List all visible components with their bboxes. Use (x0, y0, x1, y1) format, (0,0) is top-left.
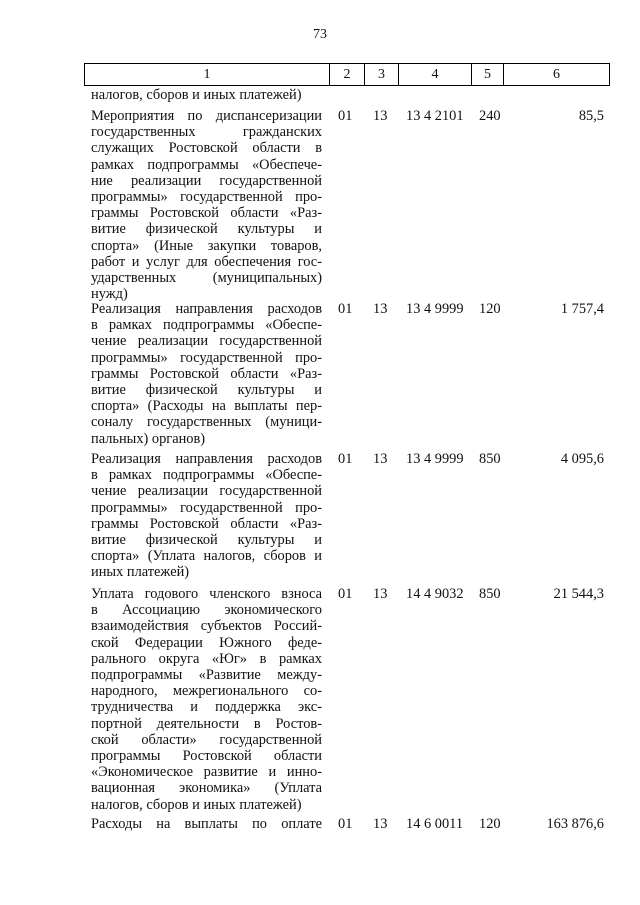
cell-target-article: 13 4 9999 (406, 301, 464, 317)
text-line: в Ассоциацию экономического (91, 602, 322, 619)
text-line: «Экономическое развитие и инно- (91, 764, 322, 781)
text-line: налогов, сборов и иных платежей) (91, 796, 302, 813)
row-description (91, 451, 322, 581)
row-description (91, 816, 322, 832)
header-col-2: 2 (330, 64, 365, 86)
cell-expense-type: 120 (479, 816, 501, 832)
text-line: ударственных (муниципальных) (91, 270, 322, 287)
text-line: спорта» (Расходы на выплаты пер- (91, 398, 322, 415)
cell-subsection: 13 (373, 301, 388, 317)
row-description (91, 586, 322, 813)
text-line: вационная экономика» (Уплата (91, 780, 322, 797)
text-line: ской области» государственной (91, 731, 322, 748)
cell-section: 01 (338, 301, 353, 317)
cell-amount: 21 544,3 (553, 586, 604, 602)
text-line: рамках подпрограммы «Обеспече- (91, 156, 322, 173)
text-line: подпрограммы «Развитие между- (91, 667, 322, 684)
row-description (91, 301, 322, 447)
text-line: витие физической культуры и (91, 221, 322, 238)
text-line: народного, межрегионального со- (91, 683, 322, 700)
cell-target-article: 13 4 2101 (406, 108, 464, 124)
text-line: налогов, сборов и иных платежей) (91, 87, 302, 103)
text-line: программы» государственной про- (91, 499, 322, 516)
cell-section: 01 (338, 451, 353, 467)
cell-expense-type: 240 (479, 108, 501, 124)
text-line: трудничества и поддержка экс- (91, 699, 322, 716)
cell-target-article: 14 6 0011 (406, 816, 464, 832)
text-line: Мероприятия по диспансеризации (91, 108, 322, 124)
text-line: граммы Ростовской области «Раз- (91, 205, 322, 222)
text-line: взаимодействия субъектов Россий- (91, 618, 322, 635)
text-line: в рамках подпрограммы «Обеспе- (91, 317, 322, 334)
row-description (91, 108, 322, 302)
text-line: спорта» (Иные закупки товаров, (91, 237, 322, 254)
text-line: программы» государственной про- (91, 189, 322, 206)
cell-subsection: 13 (373, 451, 388, 467)
text-line: нужд) (91, 286, 128, 303)
cell-subsection: 13 (373, 586, 388, 602)
text-line: Уплата годового членского взноса (91, 586, 322, 602)
text-line: соналу государственных (муници- (91, 414, 322, 431)
text-line: витие физической культуры и (91, 532, 322, 549)
text-line: государственных гражданских (91, 124, 322, 141)
text-line: пальных) органов) (91, 430, 206, 447)
text-line: чение реализации государственной (91, 483, 322, 500)
text-line: программы» государственной про- (91, 349, 322, 366)
text-line: портной деятельности в Ростов- (91, 715, 322, 732)
text-line: Реализация направления расходов (91, 301, 322, 317)
text-line: граммы Ростовской области «Раз- (91, 365, 322, 382)
cell-section: 01 (338, 586, 353, 602)
cell-section: 01 (338, 108, 353, 124)
cell-section: 01 (338, 816, 353, 832)
cell-expense-type: 850 (479, 586, 501, 602)
cell-expense-type: 850 (479, 451, 501, 467)
cell-subsection: 13 (373, 816, 388, 832)
header-col-5: 5 (472, 64, 504, 86)
text-line: служащих Ростовской области в (91, 140, 322, 157)
text-line: рального округа «Юг» в рамках (91, 650, 322, 667)
text-line: в рамках подпрограммы «Обеспе- (91, 467, 322, 484)
text-line: витие физической культуры и (91, 382, 322, 399)
cell-target-article: 14 4 9032 (406, 586, 464, 602)
continuation-text (91, 87, 322, 103)
text-line: Реализация направления расходов (91, 451, 322, 467)
table-header (84, 63, 610, 86)
cell-amount: 1 757,4 (560, 301, 604, 317)
header-col-3: 3 (365, 64, 399, 86)
cell-amount: 85,5 (578, 108, 604, 124)
cell-subsection: 13 (373, 108, 388, 124)
text-line: ние реализации государственной (91, 172, 322, 189)
text-line: ской Федерации Южного феде- (91, 634, 322, 651)
text-line: спорта» (Уплата налогов, сборов и (91, 548, 322, 565)
text-line: иных платежей) (91, 564, 190, 581)
cell-expense-type: 120 (479, 301, 501, 317)
cell-target-article: 13 4 9999 (406, 451, 464, 467)
header-col-6: 6 (504, 64, 610, 86)
text-line: чение реализации государственной (91, 333, 322, 350)
header-col-1: 1 (85, 64, 330, 86)
cell-amount: 4 095,6 (560, 451, 604, 467)
text-line: Расходы на выплаты по оплате (91, 816, 322, 832)
text-line: работ и услуг для обеспечения гос- (91, 253, 322, 270)
header-col-4: 4 (399, 64, 472, 86)
text-line: граммы Ростовской области «Раз- (91, 515, 322, 532)
cell-amount: 163 876,6 (546, 816, 604, 832)
text-line: программы Ростовской области (91, 748, 322, 765)
page-number: 73 (313, 27, 327, 42)
